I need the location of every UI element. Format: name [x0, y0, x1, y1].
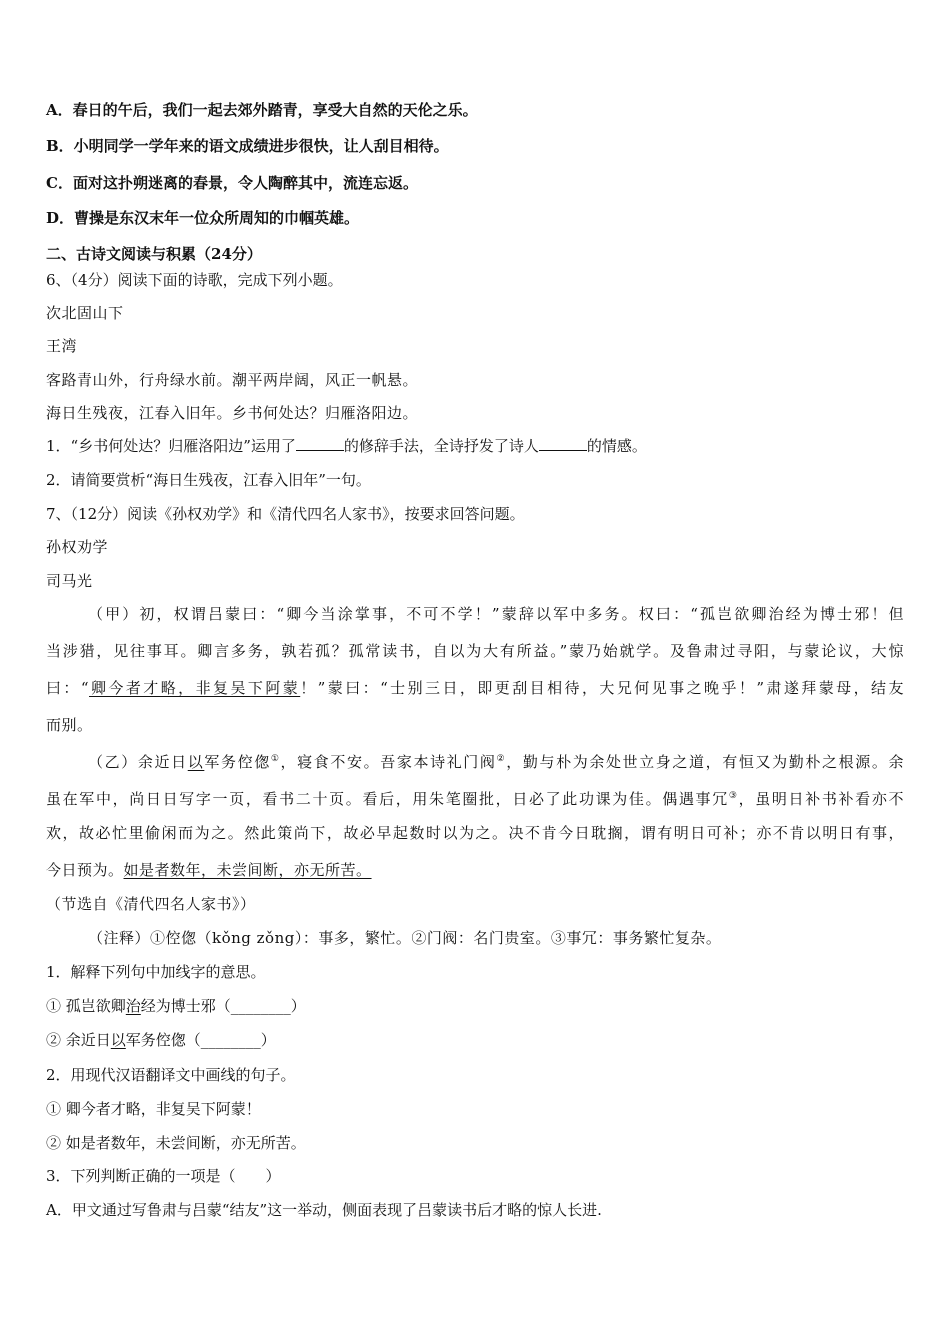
yi-line1-b: 军务倥偬 [204, 753, 271, 771]
yi-line1-a: （乙）余近日 [88, 753, 188, 771]
footnote-ref-1: ① [270, 754, 281, 764]
jia-line3-b: ！”蒙曰：“士别三日，即更刮目相待，大兄何见事之晚乎！”肃遂拜蒙母，结友 [300, 679, 904, 697]
passage-yi-line-1 [88, 749, 904, 772]
passage-jia-line-4: 而别。 [46, 716, 93, 734]
q7-sub2: 2．用现代汉语翻译文中画线的句子。 [46, 1066, 296, 1084]
footnote-ref-2: ② [496, 754, 507, 764]
q6-sub1-part-a: 1．“乡书何处达？归雁洛阳边”运用了 [46, 437, 296, 455]
marked-char-yi: 以 [187, 753, 205, 771]
passage-yi-line-4 [46, 860, 372, 880]
source-note: （节选自《清代四名人家书》） [46, 895, 256, 913]
passage-yi-line-2 [46, 786, 904, 809]
q7-sub2-item-2: ② 如是者数年，未尝间断，亦无所苦。 [46, 1134, 306, 1152]
item1-b: 经为博士邪（________） [140, 997, 306, 1015]
footnote-ref-3: ③ [728, 791, 739, 801]
underlined-sentence-1: 卿今者才略，非复吴下阿蒙 [89, 679, 301, 697]
q7-sub3-option-a: A．甲文通过写鲁肃与吕蒙“结友”这一举动，侧面表现了吕蒙读书后才略的惊人长进. [46, 1201, 602, 1219]
section-title: 二、古诗文阅读与积累（24分） [46, 245, 262, 263]
q5-option-c: C．面对这扑朔迷离的春景，令人陶醉其中，流连忘返。 [46, 174, 418, 192]
yi-line1-d: ，勤与朴为余处世立身之道，有恒又为勤朴之根源。余 [506, 753, 904, 771]
text1-author: 司马光 [46, 572, 93, 590]
passage-jia-line-2: 当涉猎，见往事耳。卿言多务，孰若孤？孤常读书，自以为大有所益。”蒙乃始就学。及鲁肃过寻阳，与蒙论议，大惊 [46, 642, 904, 660]
yi-line4-a: 今日预为。 [46, 861, 124, 879]
q6-sub1 [46, 436, 647, 456]
q7-sub1-item-1 [46, 996, 306, 1016]
answer-blank[interactable] [296, 436, 344, 451]
yi-line2-a: 虽在军中，尚日日写字一页，看书二十页。看后，用朱笔圈批，日必了此功课为佳。偶遇事冗 [46, 790, 729, 808]
poem-line-2: 海日生残夜，江春入旧年。乡书何处达？归雁洛阳边。 [46, 404, 419, 422]
passage-jia-line-3 [46, 678, 904, 698]
yi-line2-b: ，虽明日补书补看亦不 [738, 790, 904, 808]
poem-title: 次北固山下 [46, 304, 124, 322]
q6-sub2: 2．请简要赏析“海日生残夜，江春入旧年”一句。 [46, 471, 371, 489]
passage-yi-line-3: 欢，故必忙里偷闲而为之。然此策尚下，故必早起数时以为之。决不肯今日耽搁，谓有明日可补；亦不肯以明日有事， [46, 824, 904, 842]
poem-author: 王湾 [46, 337, 78, 355]
q7-sub3: 3．下列判断正确的一项是（ ） [46, 1167, 281, 1185]
q6-sub1-part-c: 的情感。 [586, 437, 647, 455]
q6-sub1-part-b: 的修辞手法，全诗抒发了诗人 [343, 437, 539, 455]
poem-line-1: 客路青山外，行舟绿水前。潮平两岸阔，风正一帆悬。 [46, 371, 419, 389]
marked-char-yi-2: 以 [110, 1031, 126, 1049]
q7-intro: 7、（12分）阅读《孙权劝学》和《清代四名人家书》，按要求回答问题。 [46, 505, 525, 523]
item2-b: 军务倥偬（________） [125, 1031, 276, 1049]
item1-a: ① 孤岂欲卿 [46, 997, 126, 1015]
q5-option-a: A．春日的午后，我们一起去郊外踏青，享受大自然的天伦之乐。 [46, 101, 478, 119]
yi-line1-c: ，寝食不安。吾家本诗礼门阀 [280, 753, 497, 771]
q6-intro: 6、（4分）阅读下面的诗歌，完成下列小题。 [46, 271, 343, 289]
text1-title: 孙权劝学 [46, 538, 109, 556]
passage-jia-line-1: （甲）初，权谓吕蒙曰：“卿今当涂掌事，不可不学！”蒙辞以军中多务。权曰：“孤岂欲卿治经为博士邪！但 [88, 605, 904, 623]
answer-blank[interactable] [539, 436, 587, 451]
marked-char-zhi: 治 [125, 997, 141, 1015]
jia-line3-a: 曰：“ [46, 679, 90, 697]
item2-a: ② 余近日 [46, 1031, 111, 1049]
q5-option-d: D．曹操是东汉末年一位众所周知的巾帼英雄。 [46, 209, 360, 227]
q5-option-b: B．小明同学一学年来的语文成绩进步很快，让人刮目相待。 [46, 137, 449, 155]
underlined-sentence-2: 如是者数年，未尝间断，亦无所苦。 [123, 861, 372, 879]
annotations: （注释）①倥偬（kǒng zǒng）：事多，繁忙。②门阀：名门贵室。③事冗：事务繁忙复杂。 [88, 929, 722, 947]
q7-sub2-item-1: ① 卿今者才略，非复吴下阿蒙！ [46, 1100, 261, 1118]
q7-sub1-item-2 [46, 1030, 276, 1050]
q7-sub1: 1．解释下列句中加线字的意思。 [46, 963, 266, 981]
